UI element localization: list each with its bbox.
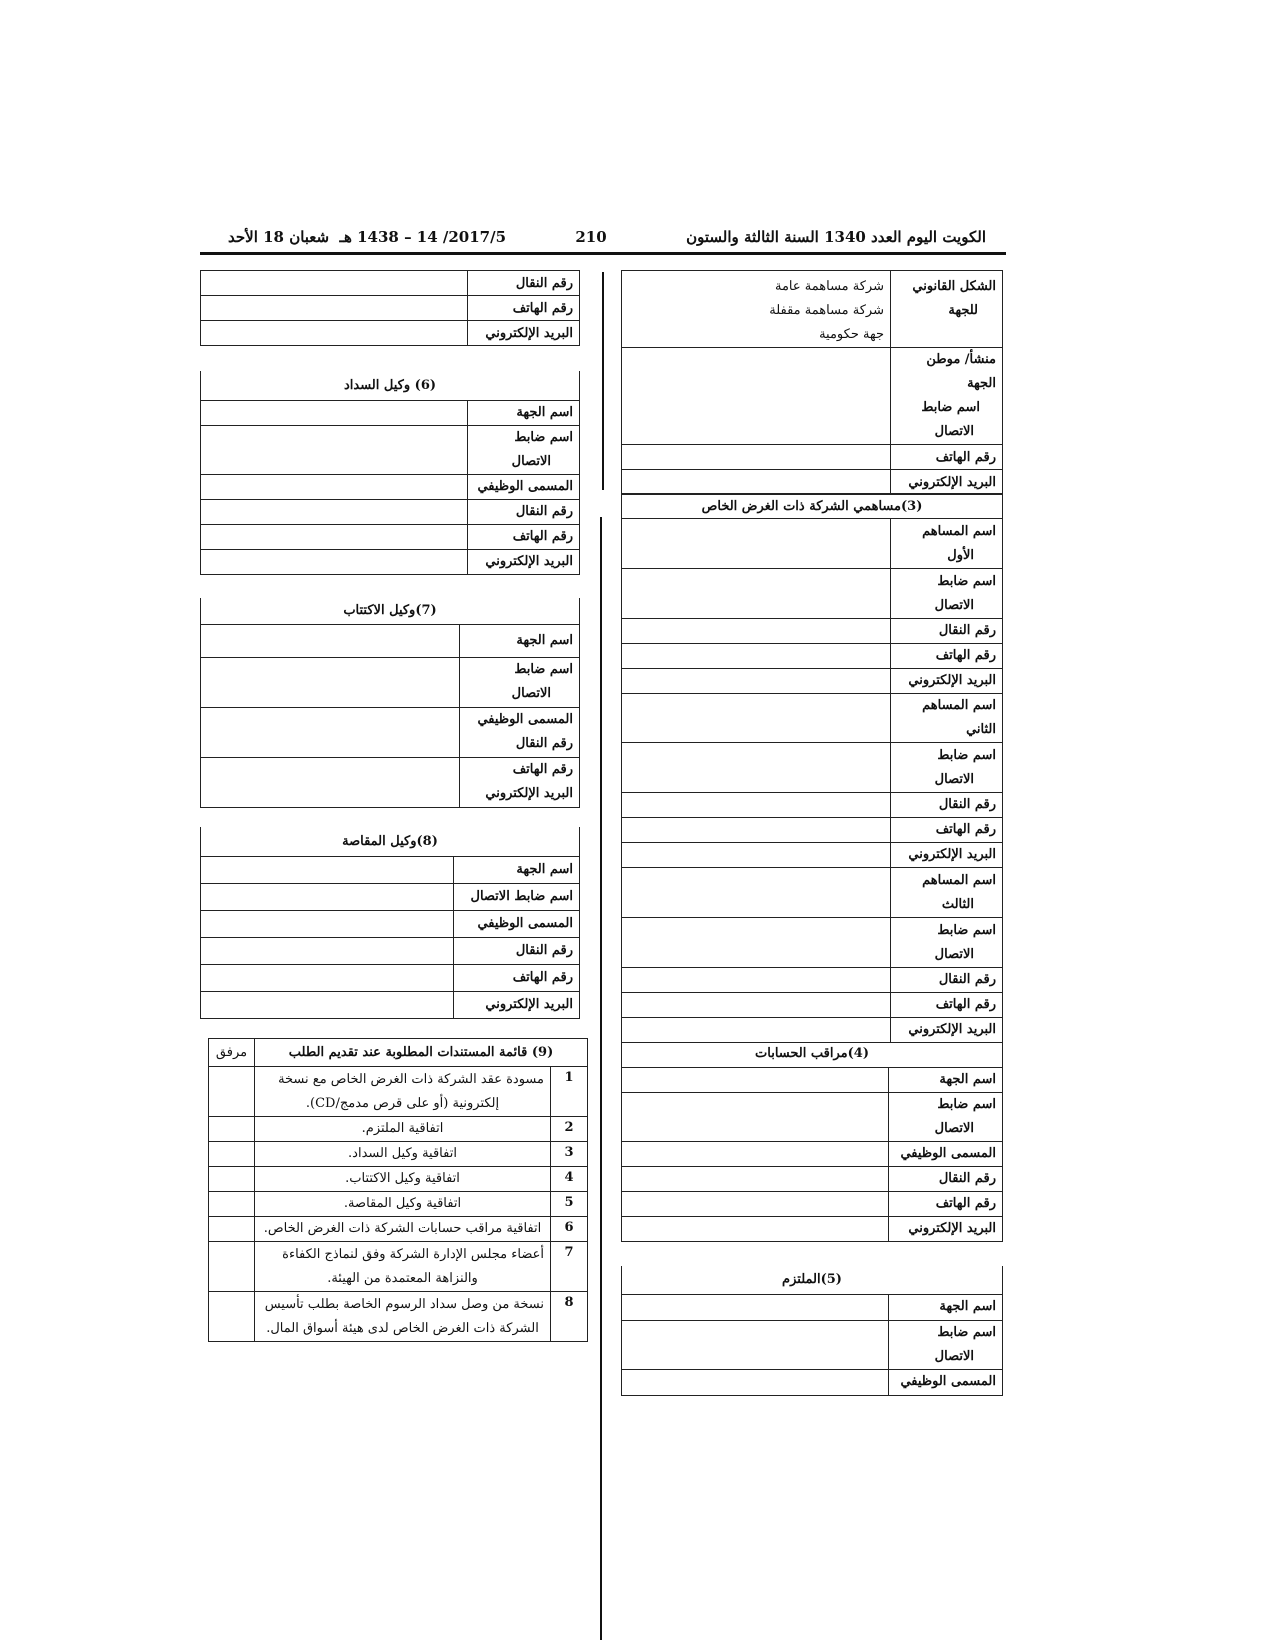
label-line: اسم ضابط bbox=[937, 1324, 996, 1340]
label-line: اسم ضابط bbox=[937, 747, 996, 763]
attachment-checkbox[interactable] bbox=[209, 1067, 255, 1117]
document-description bbox=[255, 1142, 551, 1167]
row-label bbox=[454, 937, 580, 964]
row-label bbox=[891, 793, 1003, 818]
row-label bbox=[454, 910, 580, 937]
documents-title: (9) قائمة المستندات المطلوبة عند تقديم الطلب bbox=[255, 1039, 588, 1067]
document-description bbox=[255, 1167, 551, 1192]
section-title: (8)وكيل المقاصة bbox=[201, 827, 580, 856]
label-line: اسم المساهم bbox=[922, 872, 996, 888]
origin-contact-row bbox=[622, 348, 1003, 445]
label-line: اسم المساهم bbox=[922, 523, 996, 539]
label-line: الاتصال bbox=[934, 946, 974, 962]
value-cell bbox=[622, 743, 891, 793]
row-label bbox=[454, 964, 580, 991]
label-line: الاتصال bbox=[934, 424, 974, 439]
label-line: الشكل القانوني bbox=[912, 279, 996, 294]
form-row bbox=[201, 991, 580, 1018]
row-label bbox=[891, 843, 1003, 868]
value-cell bbox=[622, 843, 891, 868]
row-label bbox=[468, 425, 580, 474]
value-cell bbox=[201, 657, 460, 707]
value-cell bbox=[622, 1166, 889, 1191]
form-row bbox=[622, 694, 1003, 743]
form-row bbox=[622, 1018, 1003, 1043]
document-description bbox=[255, 1242, 551, 1292]
form-row bbox=[201, 400, 580, 425]
label-line: رقم النقال bbox=[938, 623, 996, 638]
form-row bbox=[201, 624, 580, 657]
label-line: البريد الإلكتروني bbox=[908, 1220, 996, 1236]
value-cell bbox=[622, 1369, 889, 1395]
attachment-checkbox[interactable] bbox=[209, 1142, 255, 1167]
row-label bbox=[889, 1166, 1003, 1191]
section-header-row bbox=[622, 1041, 1003, 1067]
form-row bbox=[622, 1320, 1003, 1369]
row-label bbox=[889, 1141, 1003, 1166]
value-cell bbox=[622, 1216, 889, 1241]
gazette-title: الكويت اليوم العدد 1340 السنة الثالثة والستون bbox=[686, 228, 986, 246]
row-label bbox=[891, 669, 1003, 694]
form-row bbox=[201, 549, 580, 574]
label-line: اسم ضابط bbox=[937, 573, 996, 589]
form-row bbox=[622, 519, 1003, 569]
value-cell bbox=[622, 445, 891, 470]
label-line: رقم النقال bbox=[515, 736, 573, 751]
row-label bbox=[460, 657, 580, 707]
label-line: اسم الجهة bbox=[939, 1299, 996, 1314]
value-cell bbox=[201, 937, 454, 964]
form-row bbox=[622, 619, 1003, 644]
label-line: اسم الجهة bbox=[516, 632, 573, 648]
form-row bbox=[622, 644, 1003, 669]
value-cell bbox=[622, 470, 891, 495]
row-label bbox=[891, 743, 1003, 793]
value-cell bbox=[201, 883, 454, 910]
description-line: والنزاهة المعتمدة من الهيئة. bbox=[327, 1270, 478, 1286]
value-cell bbox=[201, 757, 460, 807]
form-row bbox=[622, 993, 1003, 1018]
row-label: رقم النقال bbox=[468, 271, 580, 296]
label-line: الاتصال bbox=[934, 1348, 974, 1364]
row-label bbox=[468, 549, 580, 574]
document-number: 2 bbox=[551, 1117, 588, 1142]
value-cell bbox=[622, 1294, 889, 1320]
value-cell bbox=[201, 474, 468, 499]
label-line: اسم ضابط bbox=[921, 400, 980, 415]
value-cell bbox=[622, 1018, 891, 1043]
form-row bbox=[622, 818, 1003, 843]
entity-info-table bbox=[621, 270, 1003, 495]
value-cell bbox=[622, 619, 891, 644]
attachment-checkbox[interactable] bbox=[209, 1217, 255, 1242]
form-row bbox=[201, 937, 580, 964]
section-6-table bbox=[200, 371, 580, 575]
label-line: المسمى الوظيفي bbox=[477, 478, 573, 494]
row-label bbox=[889, 1191, 1003, 1216]
row-label bbox=[454, 883, 580, 910]
left-contact-table bbox=[200, 270, 580, 346]
legal-form-label bbox=[891, 271, 1003, 348]
row-label bbox=[468, 499, 580, 524]
value-cell bbox=[201, 707, 460, 757]
row-label bbox=[889, 1369, 1003, 1395]
label-line: الثالث bbox=[941, 896, 974, 912]
row-label bbox=[891, 619, 1003, 644]
form-row bbox=[201, 964, 580, 991]
row-label bbox=[468, 400, 580, 425]
form-row bbox=[622, 1092, 1003, 1141]
description-line: أعضاء مجلس الإدارة الشركة وفق لنماذج الكفاءة bbox=[282, 1246, 544, 1262]
description-line: اتفاقية وكيل المقاصة. bbox=[343, 1196, 462, 1211]
attachment-checkbox[interactable] bbox=[209, 1167, 255, 1192]
form-row bbox=[622, 1369, 1003, 1395]
legal-form-row bbox=[622, 271, 1003, 348]
page-header bbox=[228, 226, 1008, 254]
label-line: اسم ضابط bbox=[937, 1096, 996, 1112]
row-label bbox=[889, 1092, 1003, 1141]
row-label bbox=[891, 1018, 1003, 1043]
section-header-row bbox=[622, 1266, 1003, 1294]
description-line: إلكترونية (أو على قرص مدمج/CD). bbox=[305, 1095, 500, 1111]
label-line: رقم الهاتف bbox=[512, 969, 573, 985]
documents-header-row bbox=[209, 1039, 588, 1067]
form-row bbox=[622, 470, 1003, 495]
value-cell bbox=[201, 549, 468, 574]
value-cell bbox=[622, 669, 891, 694]
value-cell bbox=[622, 918, 891, 968]
row-label bbox=[468, 524, 580, 549]
label-line: اسم الجهة bbox=[516, 861, 573, 877]
section-title: (4)مراقب الحسابات bbox=[622, 1041, 1003, 1067]
value-cell bbox=[201, 499, 468, 524]
document-item bbox=[209, 1142, 588, 1167]
label-line: البريد الإلكتروني bbox=[908, 1022, 996, 1037]
section-title: (6) وكيل السداد bbox=[201, 371, 580, 400]
value-cell bbox=[622, 993, 891, 1018]
row-label: رقم الهاتف bbox=[468, 296, 580, 321]
document-item bbox=[209, 1167, 588, 1192]
label-line: الاتصال bbox=[511, 453, 551, 469]
form-row bbox=[201, 883, 580, 910]
label-line: رقم الهاتف bbox=[935, 997, 996, 1012]
form-row bbox=[201, 296, 580, 321]
option-closed-shareholding: شركة مساهمة مقفلة bbox=[769, 303, 884, 318]
section-4-table bbox=[621, 1041, 1003, 1242]
value-cell bbox=[201, 524, 468, 549]
row-label: البريد الإلكتروني bbox=[468, 321, 580, 346]
form-row bbox=[622, 1294, 1003, 1320]
row-label bbox=[891, 818, 1003, 843]
value-cell bbox=[622, 1191, 889, 1216]
form-row bbox=[201, 474, 580, 499]
value-cell bbox=[201, 400, 468, 425]
label-line: المسمى الوظيفي bbox=[477, 712, 573, 727]
value-cell bbox=[622, 868, 891, 918]
row-label bbox=[454, 991, 580, 1018]
section-header-row bbox=[622, 494, 1003, 519]
description-line: اتفاقية وكيل السداد. bbox=[348, 1146, 457, 1161]
value-cell bbox=[622, 569, 891, 619]
document-number: 6 bbox=[551, 1217, 588, 1242]
form-row bbox=[622, 1141, 1003, 1166]
row-label bbox=[889, 1067, 1003, 1092]
document-number: 3 bbox=[551, 1142, 588, 1167]
value-cell bbox=[622, 519, 891, 569]
label-line: رقم الهاتف bbox=[512, 762, 573, 777]
row-label bbox=[891, 868, 1003, 918]
value-cell bbox=[622, 348, 891, 445]
document-description bbox=[255, 1117, 551, 1142]
label-line: اسم ضابط bbox=[937, 922, 996, 938]
form-row bbox=[622, 1216, 1003, 1241]
form-row bbox=[622, 918, 1003, 968]
section-8-table bbox=[200, 827, 580, 1019]
form-row bbox=[201, 910, 580, 937]
value-cell bbox=[622, 1141, 889, 1166]
label-line: المسمى الوظيفي bbox=[900, 1145, 996, 1161]
form-row bbox=[201, 321, 580, 346]
row-label bbox=[889, 1294, 1003, 1320]
section-title: (3)مساهمي الشركة ذات الغرض الخاص bbox=[622, 494, 1003, 519]
label-line: البريد الإلكتروني bbox=[485, 553, 573, 569]
value-cell bbox=[201, 296, 468, 321]
value-cell bbox=[201, 425, 468, 474]
value-cell bbox=[201, 991, 454, 1018]
document-number: 4 bbox=[551, 1167, 588, 1192]
form-row bbox=[622, 793, 1003, 818]
row-label bbox=[889, 1320, 1003, 1369]
row-label bbox=[891, 918, 1003, 968]
description-line: نسخة من وصل سداد الرسوم الخاصة بطلب تأسيس bbox=[264, 1296, 544, 1312]
section-9-documents-table bbox=[208, 1038, 588, 1342]
section-title: (5)الملتزم bbox=[622, 1266, 1003, 1294]
document-description bbox=[255, 1217, 551, 1242]
form-row bbox=[201, 499, 580, 524]
section-header-row bbox=[201, 598, 580, 624]
description-line: الشركة ذات الغرض الخاص لدى هيئة أسواق المال. bbox=[266, 1320, 539, 1336]
label-line: المسمى الوظيفي bbox=[900, 1374, 996, 1389]
document-item bbox=[209, 1292, 588, 1342]
documents-list bbox=[209, 1067, 588, 1342]
label-line: البريد الإلكتروني bbox=[908, 847, 996, 862]
form-row bbox=[622, 445, 1003, 470]
label-line: رقم النقال bbox=[515, 942, 573, 958]
label-line: الاتصال bbox=[511, 686, 551, 701]
form-row bbox=[622, 968, 1003, 993]
row-label bbox=[460, 707, 580, 757]
label-line: اسم المساهم الثاني bbox=[922, 698, 996, 737]
label-line: الاتصال bbox=[934, 597, 974, 613]
attachment-checkbox[interactable] bbox=[209, 1117, 255, 1142]
row-label bbox=[454, 856, 580, 883]
legal-form-options bbox=[622, 271, 891, 348]
form-row bbox=[622, 1067, 1003, 1092]
value-cell bbox=[622, 1320, 889, 1369]
label-line: رقم النقال bbox=[938, 1170, 996, 1186]
label-line: رقم الهاتف bbox=[935, 822, 996, 837]
label-line: الاتصال bbox=[934, 771, 974, 787]
label-line: للجهة bbox=[948, 303, 978, 318]
document-number: 1 bbox=[551, 1067, 588, 1117]
section-title: (7)وكيل الاكتتاب bbox=[201, 598, 580, 624]
description-line: مسودة عقد الشركة ذات الغرض الخاص مع نسخة bbox=[278, 1071, 544, 1087]
value-cell bbox=[622, 1092, 889, 1141]
label-line: البريد الإلكتروني bbox=[485, 786, 573, 801]
header-rule bbox=[200, 252, 1006, 255]
form-row bbox=[622, 868, 1003, 918]
document-number: 5 bbox=[551, 1192, 588, 1217]
value-cell bbox=[622, 694, 891, 743]
label-line: رقم الهاتف bbox=[935, 648, 996, 663]
label-line: رقم النقال bbox=[515, 503, 573, 519]
label-line: اسم الجهة bbox=[516, 404, 573, 420]
section-7-table bbox=[200, 598, 580, 808]
value-cell bbox=[622, 1067, 889, 1092]
row-label bbox=[460, 757, 580, 807]
row-label bbox=[891, 569, 1003, 619]
row-label bbox=[891, 519, 1003, 569]
document-number: 8 bbox=[551, 1292, 588, 1342]
attachment-checkbox[interactable] bbox=[209, 1192, 255, 1217]
value-cell bbox=[622, 968, 891, 993]
page-number: 210 bbox=[575, 228, 607, 246]
document-description bbox=[255, 1192, 551, 1217]
section-header-row bbox=[201, 827, 580, 856]
label-line: البريد الإلكتروني bbox=[908, 673, 996, 688]
label-line: رقم النقال bbox=[938, 972, 996, 987]
form-row bbox=[201, 425, 580, 474]
row-label bbox=[891, 694, 1003, 743]
value-cell bbox=[201, 624, 460, 657]
row-label bbox=[891, 644, 1003, 669]
value-cell bbox=[622, 793, 891, 818]
document-number: 7 bbox=[551, 1242, 588, 1292]
form-row bbox=[622, 743, 1003, 793]
form-row bbox=[622, 669, 1003, 694]
description-line: اتفاقية مراقب حسابات الشركة ذات الغرض الخاص. bbox=[263, 1221, 542, 1236]
attachment-column-label: مرفق bbox=[209, 1039, 255, 1067]
section-5-table bbox=[621, 1266, 1003, 1396]
form-row bbox=[622, 1191, 1003, 1216]
row-label bbox=[891, 993, 1003, 1018]
form-row bbox=[201, 856, 580, 883]
description-line: اتفاقية الملتزم. bbox=[361, 1121, 444, 1136]
option-government-entity: جهة حكومية bbox=[819, 327, 884, 342]
document-description bbox=[255, 1067, 551, 1117]
label-line: البريد الإلكتروني bbox=[485, 996, 573, 1012]
label-line: اسم الجهة bbox=[939, 1071, 996, 1087]
value-cell bbox=[622, 818, 891, 843]
row-label: البريد الإلكتروني bbox=[891, 470, 1003, 495]
label-line: اسم ضابط bbox=[514, 429, 573, 445]
document-item bbox=[209, 1067, 588, 1117]
column-divider-top bbox=[602, 272, 604, 490]
value-cell bbox=[201, 271, 468, 296]
section-header-row bbox=[201, 371, 580, 400]
attachment-checkbox[interactable] bbox=[209, 1242, 255, 1292]
form-row bbox=[622, 569, 1003, 619]
form-row bbox=[201, 707, 580, 757]
document-item bbox=[209, 1192, 588, 1217]
form-row bbox=[201, 657, 580, 707]
label-line: اسم ضابط الاتصال bbox=[470, 888, 573, 904]
label-line: رقم الهاتف bbox=[512, 528, 573, 544]
form-row bbox=[622, 843, 1003, 868]
label-line: اسم ضابط bbox=[514, 662, 573, 677]
label-line: رقم النقال bbox=[938, 797, 996, 812]
label-line: رقم الهاتف bbox=[935, 1195, 996, 1211]
description-line: اتفاقية وكيل الاكتتاب. bbox=[345, 1171, 460, 1186]
value-cell bbox=[201, 964, 454, 991]
form-row bbox=[201, 271, 580, 296]
origin-contact-label bbox=[891, 348, 1003, 445]
row-label bbox=[460, 624, 580, 657]
value-cell bbox=[201, 856, 454, 883]
value-cell bbox=[622, 644, 891, 669]
label-line: الأول bbox=[947, 547, 974, 563]
row-label bbox=[468, 474, 580, 499]
option-public-shareholding: شركة مساهمة عامة bbox=[774, 279, 884, 294]
form-row bbox=[201, 757, 580, 807]
header-date: 2017/5/ 14 – 1438 هـ ‏ شعبان 18 الأحد bbox=[228, 228, 507, 246]
document-item bbox=[209, 1217, 588, 1242]
document-item bbox=[209, 1117, 588, 1142]
row-label bbox=[889, 1216, 1003, 1241]
document-description bbox=[255, 1292, 551, 1342]
row-label: رقم الهاتف bbox=[891, 445, 1003, 470]
value-cell bbox=[201, 910, 454, 937]
document-item bbox=[209, 1242, 588, 1292]
section-3-table bbox=[621, 493, 1003, 1043]
form-row bbox=[201, 524, 580, 549]
value-cell bbox=[201, 321, 468, 346]
label-line: المسمى الوظيفي bbox=[477, 915, 573, 931]
label-line: الاتصال bbox=[934, 1120, 974, 1136]
label-line: منشأ/ موطن الجهة bbox=[926, 352, 996, 391]
column-divider-bottom bbox=[600, 517, 602, 1640]
attachment-checkbox[interactable] bbox=[209, 1292, 255, 1342]
row-label bbox=[891, 968, 1003, 993]
form-row bbox=[622, 1166, 1003, 1191]
